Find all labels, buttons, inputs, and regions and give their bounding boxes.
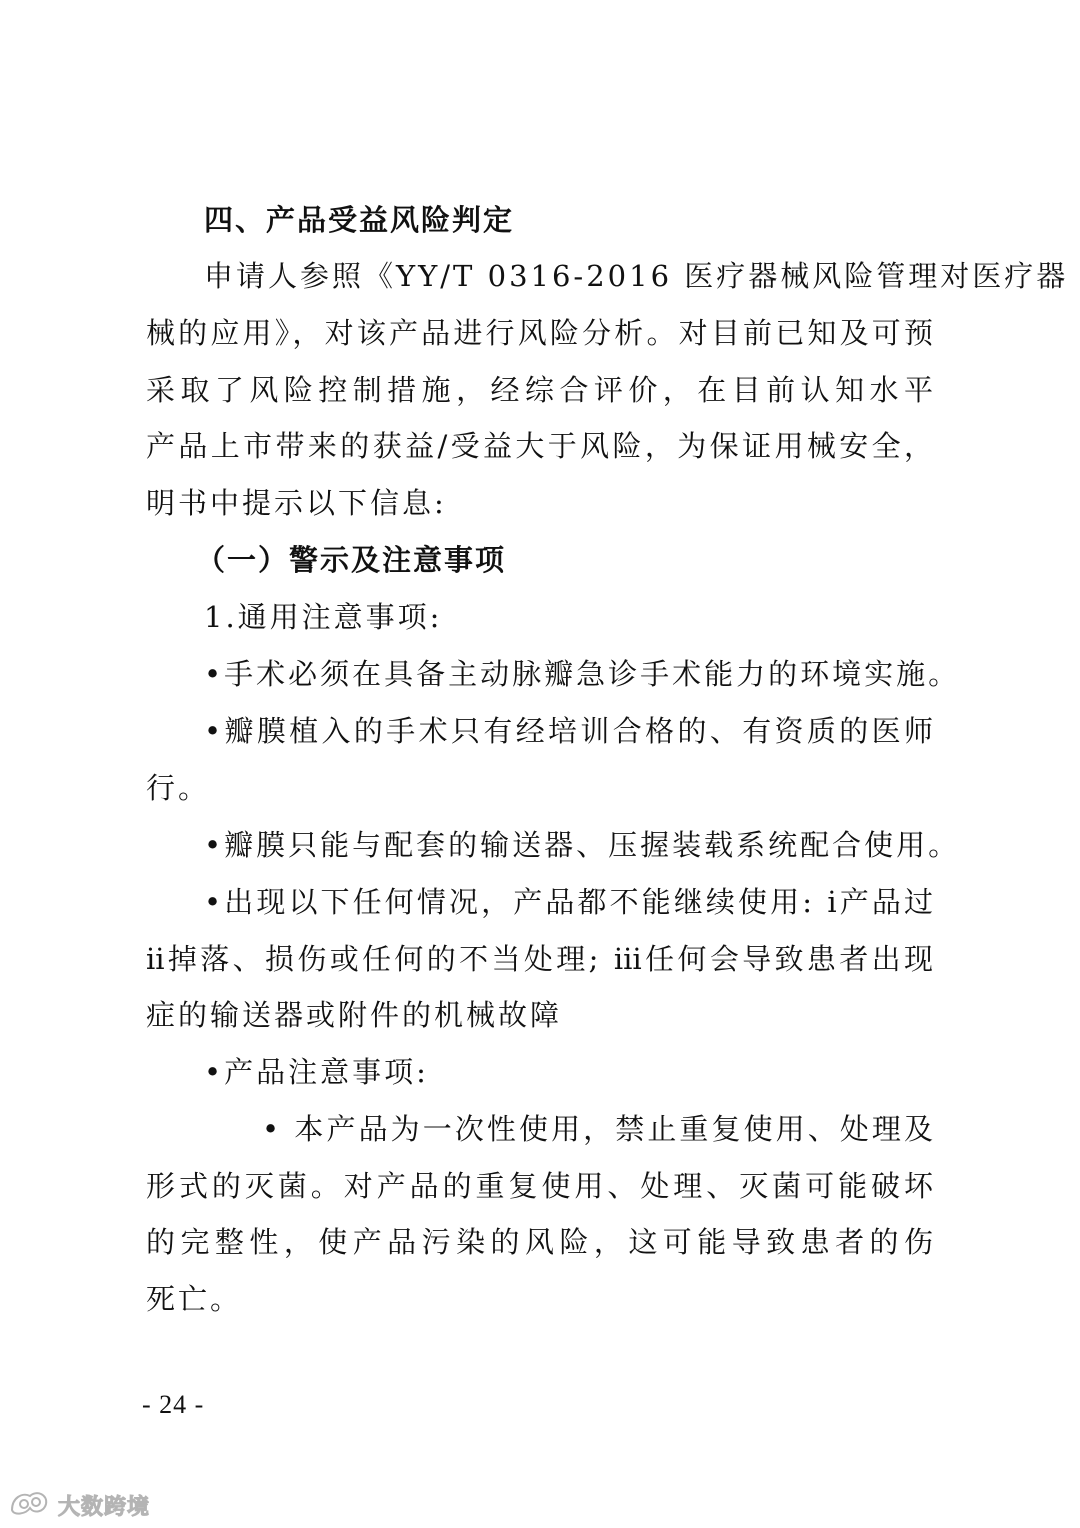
bullet-qualified-physician-line-2: 行。 [146, 771, 211, 805]
intro-line-5: 明书中提示以下信息: [146, 486, 447, 520]
sub-bullet-single-use-line-4: 死亡。 [146, 1282, 243, 1316]
section-heading: 四、产品受益风险判定 [204, 203, 515, 237]
bullet-discontinue-line-1: •出现以下任何情况，产品都不能继续使用: ⅰ产品过 [204, 885, 936, 919]
sub-bullet-single-use-line-2: 形式的灭菌。对产品的重复使用、处理、灭菌可能破坏 [146, 1169, 936, 1203]
intro-line-4: 产品上市带来的获益/受益大于风险，为保证用械安全， [146, 429, 936, 463]
watermark-logo-icon [8, 1488, 52, 1522]
bullet-discontinue-line-3: 症的输送器或附件的机械故障 [146, 998, 563, 1032]
sub-bullet-single-use-line-1: • 本产品为一次性使用，禁止重复使用、处理及 [262, 1112, 936, 1146]
bullet-product-precautions: •产品注意事项: [204, 1055, 429, 1089]
bullet-matching-system: •瓣膜只能与配套的输送器、压握装载系统配合使用。 [204, 828, 961, 862]
bullet-qualified-physician-line-1: •瓣膜植入的手术只有经培训合格的、有资质的医师 [204, 714, 936, 748]
bullet-emergency-surgery: •手术必须在具备主动脉瓣急诊手术能力的环境实施。 [204, 657, 961, 691]
intro-line-3: 采取了风险控制措施，经综合评价，在目前认知水平 [146, 373, 936, 407]
subsection-heading: （一）警示及注意事项 [196, 543, 507, 577]
page-number: - 24 - [142, 1390, 205, 1419]
sub-bullet-single-use-line-3: 的完整性，使产品污染的风险，这可能导致患者的伤 [146, 1225, 936, 1259]
intro-line-1: 申请人参照《YY/T 0316-2016 医疗器械风险管理对医疗器 [204, 259, 1069, 293]
bullet-discontinue-line-2: ⅱ掉落、损伤或任何的不当处理; ⅲ任何会导致患者出现 [146, 942, 936, 976]
intro-line-2: 械的应用》，对该产品进行风险分析。对目前已知及可预 [146, 316, 936, 350]
watermark-text: 大数跨境 [58, 1494, 151, 1520]
watermark [8, 1488, 150, 1522]
item-general-precautions: 1.通用注意事项: [204, 600, 443, 634]
